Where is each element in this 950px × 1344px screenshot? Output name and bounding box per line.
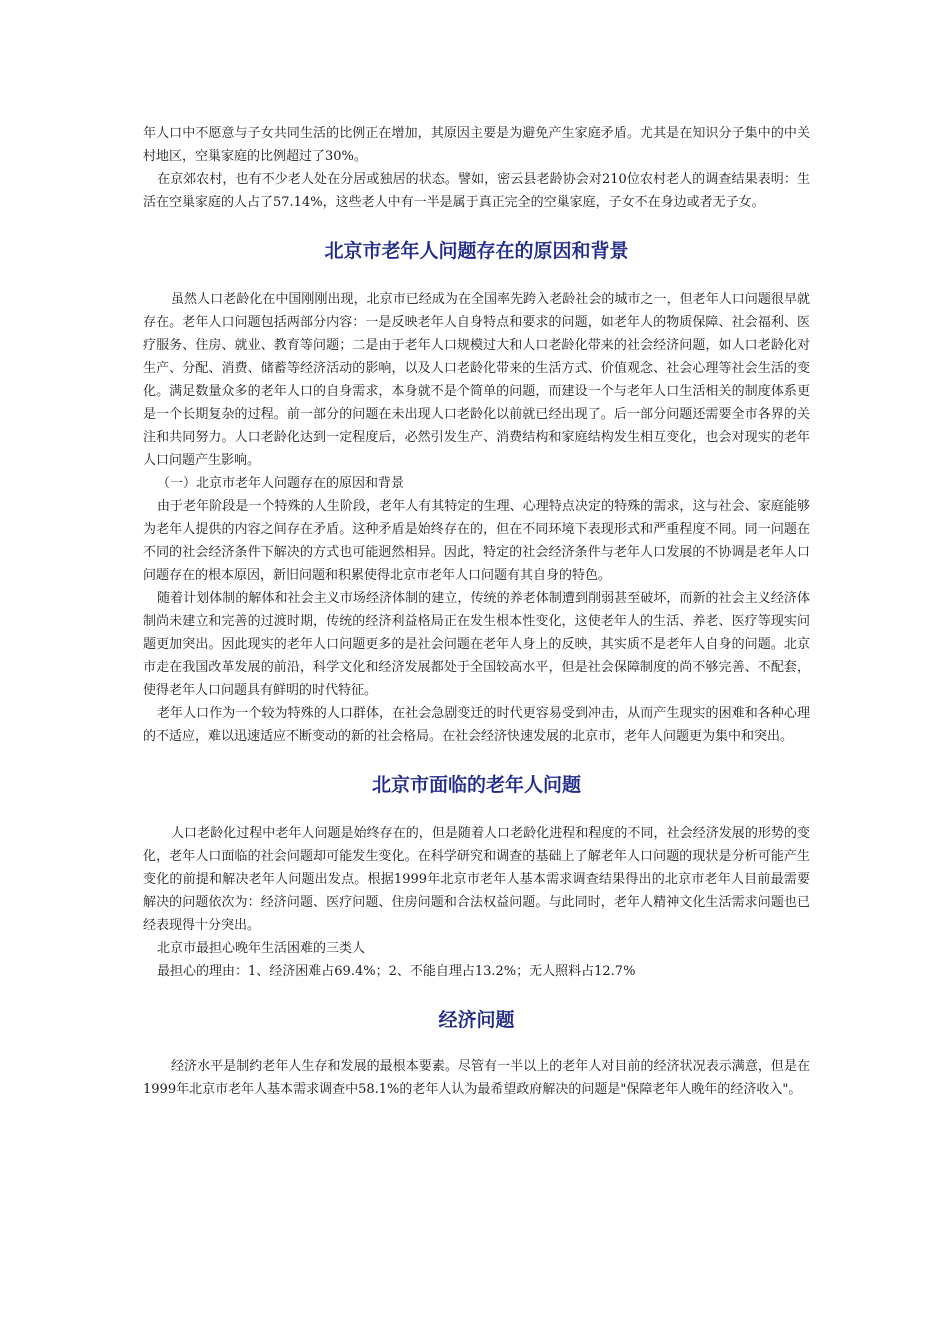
paragraph-top-1: 年人口中不愿意与子女共同生活的比例正在增加，其原因主要是为避免产生家庭矛盾。尤其是在知识分子集中的中关村地区，空巢家庭的比例超过了30%。 bbox=[143, 126, 810, 164]
paragraph-top-2: 在京郊农村，也有不少老人处在分居或独居的状态。譬如，密云县老龄协会对210位农村老人的调查结果表明：生活在空巢家庭的人占了57.14%，这些老人中有一半是属于真正完全的空巢家庭，子女不在身边或者无子女。 bbox=[143, 172, 810, 210]
section1-subheading: （一）北京市老年人问题存在的原因和背景 bbox=[157, 476, 405, 491]
section1-paragraph-3: 随着计划体制的解体和社会主义市场经济体制的建立，传统的养老体制遭到削弱甚至破坏，而新的社会主义经济体制尚未建立和完善的过渡时期，传统的经济利益格局正在发生根本性变化，这使老年人的生活、养老、医疗等现实问题更加突出。因此现实的老年人口问题更多的是社会问题在老年人身上的反映，其实质不是老年人自身的问题。北京市走在我国改革发展的前沿，科学文化和经济发展都处于全国较高水平，但是社会保障制度的尚不够完善、不配套，使得老年人口问题具有鲜明的时代特征。 bbox=[143, 591, 810, 698]
section2-paragraph-1: 人口老龄化过程中老年人问题是始终存在的，但是随着人口老龄化进程和程度的不同，社会经济发展的形势的变化，老年人口面临的社会问题却可能发生变化。在科学研究和调查的基础上了解老年人口问题的现状是分析可能产生变化的前提和解决老年人问题出发点。根据1999年北京市老年人基本需求调查结果得出的北京市老年人目前最需要解决的问题依次为：经济问题、医疗问题、住房问题和合法权益问题。与此同时，老年人精神文化生活需求问题也已经表现得十分突出。 bbox=[143, 826, 810, 933]
section1-paragraph-4: 老年人口作为一个较为特殊的人口群体，在社会急剧变迁的时代更容易受到冲击，从而产生现实的困难和各种心理的不适应，难以迅速适应不断变动的新的社会格局。在社会经济快速发展的北京市，老年人问题更为集中和突出。 bbox=[143, 706, 810, 744]
section1-paragraph-2: 由于老年阶段是一个特殊的人生阶段，老年人有其特定的生理、心理特点决定的特殊的需求，这与社会、家庭能够为老年人提供的内容之间存在矛盾。这种矛盾是始终存在的，但在不同环境下表现形式和严重程度不同。同一问题在不同的社会经济条件下解决的方式也可能迥然相异。因此，特定的社会经济条件与老年人口发展的不协调是老年人口问题存在的根本原因，新旧问题和积累使得北京市老年人口问题有其自身的特色。 bbox=[143, 499, 810, 583]
section2-line-1: 北京市最担心晚年生活困难的三类人 bbox=[157, 941, 366, 956]
section3-paragraph-1: 经济水平是制约老年人生存和发展的最根本要素。尽管有一半以上的老年人对目前的经济状况表示满意，但是在1999年北京市老年人基本需求调查中58.1%的老年人认为最希望政府解决的问题是"保障老年人晚年的经济收入"。 bbox=[143, 1059, 810, 1097]
section-heading-causes: 北京市老年人问题存在的原因和背景 bbox=[324, 240, 629, 262]
section1-paragraph-1: 虽然人口老龄化在中国刚刚出现，北京市已经成为在全国率先跨入老龄社会的城市之一，但老年人口问题很早就存在。老年人口问题包括两部分内容：一是反映老年人自身特点和要求的问题，如老年人的物质保障、社会福利、医疗服务、住房、就业、教育等问题；二是由于老年人口规模过大和人口老龄化带来的社会经济问题，如人口老龄化对生产、分配、消费、储蓄等经济活动的影响，以及人口老龄化带来的生活方式、价值观念、社会心理等社会生活的变化。满足数量众多的老年人口的自身需求，本身就不是个简单的问题，而建设一个与老年人口生活相关的制度体系更是一个长期复杂的过程。前一部分的问题在未出现人口老龄化以前就已经出现了。后一部分问题还需要全市各界的关注和共同努力。人口老龄化达到一定程度后，必然引发生产、消费结构和家庭结构发生相互变化，也会对现实的老年人口问题产生影响。 bbox=[143, 292, 810, 468]
section2-line-2: 最担心的理由：1、经济困难占69.4%；2、不能自理占13.2%；无人照料占12.7% bbox=[157, 964, 636, 979]
section-heading-problems: 北京市面临的老年人问题 bbox=[371, 774, 581, 796]
section-heading-economic: 经济问题 bbox=[438, 1009, 515, 1031]
document-page bbox=[143, 122, 810, 1101]
